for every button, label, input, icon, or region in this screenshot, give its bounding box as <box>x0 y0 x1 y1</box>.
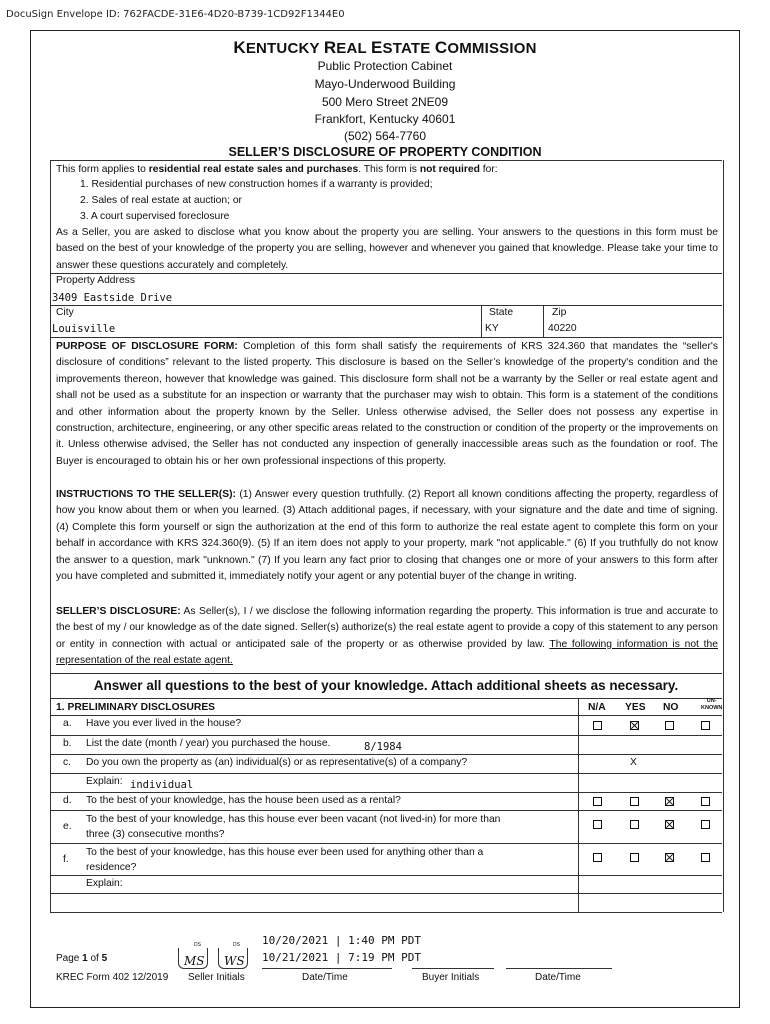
state-value[interactable]: KY <box>485 323 499 334</box>
seller-initials-1: MS <box>184 954 205 968</box>
header-line-2: Mayo-Underwood Building <box>314 77 456 91</box>
seller-signature-time-2: 10/21/2021 | 7:19 PM PDT <box>262 951 421 964</box>
q-a-no-checkbox[interactable] <box>665 721 674 730</box>
applies-item-3: 3. A court supervised foreclosure <box>80 211 230 222</box>
zip-label: Zip <box>552 307 567 318</box>
envelope-id: DocuSign Envelope ID: 762FACDE-31E6-4D20-B739-1CD92F1344E0 <box>6 9 345 20</box>
applies-paragraph: As a Seller, you are asked to disclose what you know about the property you are selling. Your answers to the questions in this form must be based on the best of your knowledge of the property you are selling, however and whenever you gained that knowledge. Please take your time to answer these questions accurately and completely. <box>56 227 718 271</box>
buyer-initials-label: Buyer Initials <box>422 972 480 983</box>
applies-intro: This form applies to residential real estate sales and purchases. This form is not required for: <box>56 164 498 175</box>
q-d-no-checkbox[interactable] <box>665 797 674 806</box>
disclosure-paragraph: SELLER’S DISCLOSURE: As Seller(s), I / we disclose the following information regarding the property. This information is true and accurate to the best of my / our knowledge as of the date signed. Seller(s) authorize(s) the real estate agent to provide a copy of this statement to any person or entity in connection with actual or anticipated sale of the property or as otherwise provided by law. The following information is not the representation of the real estate agent. <box>56 606 718 667</box>
rule <box>506 968 612 969</box>
rule <box>262 968 392 969</box>
rule <box>50 843 722 844</box>
q-f-no-checkbox[interactable] <box>665 853 674 862</box>
purpose-paragraph: PURPOSE OF DISCLOSURE FORM: Completion of this form shall satisfy the requirements of KRS 324.360 that mandates the “seller's disclosure of conditions” relevant to the listed property. This disclosure is based on the Seller’s knowledge of the property's condition and the improvements thereon, however that knowledge was gained. This disclosure form shall not be a warranty by the Seller or real estate agent and shall not be used as a substitute for an inspection or warranty that the purchaser may wish to obtain. This form is a statement of the conditions and other information about the property known by the Seller. Unless otherwise advised, the Seller does not possess any expertise in construction, architecture, engineering, or any other specific areas related to the construction or condition of the property or the improvements on it. Unless otherwise advised, the Seller has not conducted any inspection of generally inaccessible areas such as the foundation or roof. The Buyer is encouraged to obtain his or her own professional inspections of this property. <box>56 341 719 467</box>
form-title: SELLER’S DISCLOSURE OF PROPERTY CONDITION <box>228 145 542 159</box>
rule <box>50 754 722 755</box>
q-f-yes-checkbox[interactable] <box>630 853 639 862</box>
q-d-na-checkbox[interactable] <box>593 797 602 806</box>
seller-date-time-label: Date/Time <box>302 972 348 983</box>
zip-value[interactable]: 40220 <box>548 323 577 334</box>
applies-item-1: 1. Residential purchases of new construction homes if a warranty is provided; <box>80 179 433 190</box>
header-line-1: Public Protection Cabinet <box>317 59 453 73</box>
rule <box>412 968 494 969</box>
seller-signature-time-1: 10/20/2021 | 1:40 PM PDT <box>262 934 421 947</box>
instructions-paragraph: INSTRUCTIONS TO THE SELLER(S): (1) Answer every question truthfully. (2) Report all known conditions affecting the property, regardless of how you know about them or when you learned. (3) Attach additional pages, if necessary, with your signature and the date and time of signing. (4) Complete this form yourself or sign the authorization at the end of this form to authorize the real estate agent to complete this form on your behalf in accordance with KRS 324.360(9). (5) If an item does not apply to your property, mark "not applicable." (6) If you truthfully do not know the answer to a question, mark "unknown." (7) If you learn any fact prior to closing that changes one or more of your answers to this form after you have completed and submitted it, immediately notify your agent or any potential buyer of the change in writing. <box>56 489 718 583</box>
rule <box>50 337 722 338</box>
rule <box>543 305 544 338</box>
col-na: N/A <box>588 702 606 713</box>
rule <box>50 792 722 793</box>
seller-initials-2: WS <box>224 954 245 968</box>
q-e-yes-checkbox[interactable] <box>630 820 639 829</box>
seller-initials-label: Seller Initials <box>188 972 245 983</box>
rule <box>50 715 722 716</box>
rule <box>481 305 482 338</box>
rule <box>50 305 722 306</box>
rule <box>50 160 722 161</box>
section-title: 1. PRELIMINARY DISCLOSURES <box>56 702 216 713</box>
col-unknown: UN- KNOWN <box>701 698 723 711</box>
q-a-na-checkbox[interactable] <box>593 721 602 730</box>
purchase-date-value[interactable]: 8/1984 <box>364 741 402 753</box>
q-f-na-checkbox[interactable] <box>593 853 602 862</box>
rule <box>50 810 722 811</box>
state-label: State <box>489 307 514 318</box>
city-label: City <box>56 307 74 318</box>
initials-tag-2: DS <box>233 942 240 948</box>
header-line-3: 500 Mero Street 2NE09 <box>321 95 449 109</box>
col-yes: YES <box>625 702 646 713</box>
q-d-unknown-checkbox[interactable] <box>701 797 710 806</box>
q-a-unknown-checkbox[interactable] <box>701 721 710 730</box>
rule <box>50 893 722 894</box>
rule <box>50 773 722 774</box>
property-address-label: Property Address <box>56 275 135 286</box>
initials-tag-1: DS <box>194 942 201 948</box>
rule <box>50 735 722 736</box>
q-e-no-checkbox[interactable] <box>665 820 674 829</box>
form-id: KREC Form 402 12/2019 <box>56 972 169 983</box>
q-e-na-checkbox[interactable] <box>593 820 602 829</box>
rule <box>50 673 722 674</box>
q-e-unknown-checkbox[interactable] <box>701 820 710 829</box>
col-no: NO <box>663 702 679 713</box>
city-value[interactable]: Louisville <box>52 323 116 335</box>
property-address-value[interactable]: 3409 Eastside Drive <box>52 292 173 304</box>
commission-title: KENTUCKY REAL ESTATE COMMISSION <box>233 38 537 57</box>
q-d-yes-checkbox[interactable] <box>630 797 639 806</box>
applies-item-2: 2. Sales of real estate at auction; or <box>80 195 242 206</box>
rule <box>578 698 579 912</box>
header-line-4: Frankfort, Kentucky 40601 <box>314 112 456 126</box>
buyer-date-time-label: Date/Time <box>535 972 581 983</box>
ownership-explain-value[interactable]: individual <box>130 779 194 791</box>
header-line-5: (502) 564-7760 <box>343 129 427 143</box>
rule <box>50 875 722 876</box>
rule <box>50 698 722 699</box>
answer-instructions: Answer all questions to the best of your knowledge. Attach additional sheets as necessary. <box>93 678 679 693</box>
q-f-unknown-checkbox[interactable] <box>701 853 710 862</box>
rule <box>50 912 722 913</box>
rule <box>50 273 722 274</box>
q-a-yes-checkbox[interactable] <box>630 721 639 730</box>
q-c-mark[interactable]: X <box>630 757 637 768</box>
page-number: Page 1 of 5 <box>56 953 108 964</box>
